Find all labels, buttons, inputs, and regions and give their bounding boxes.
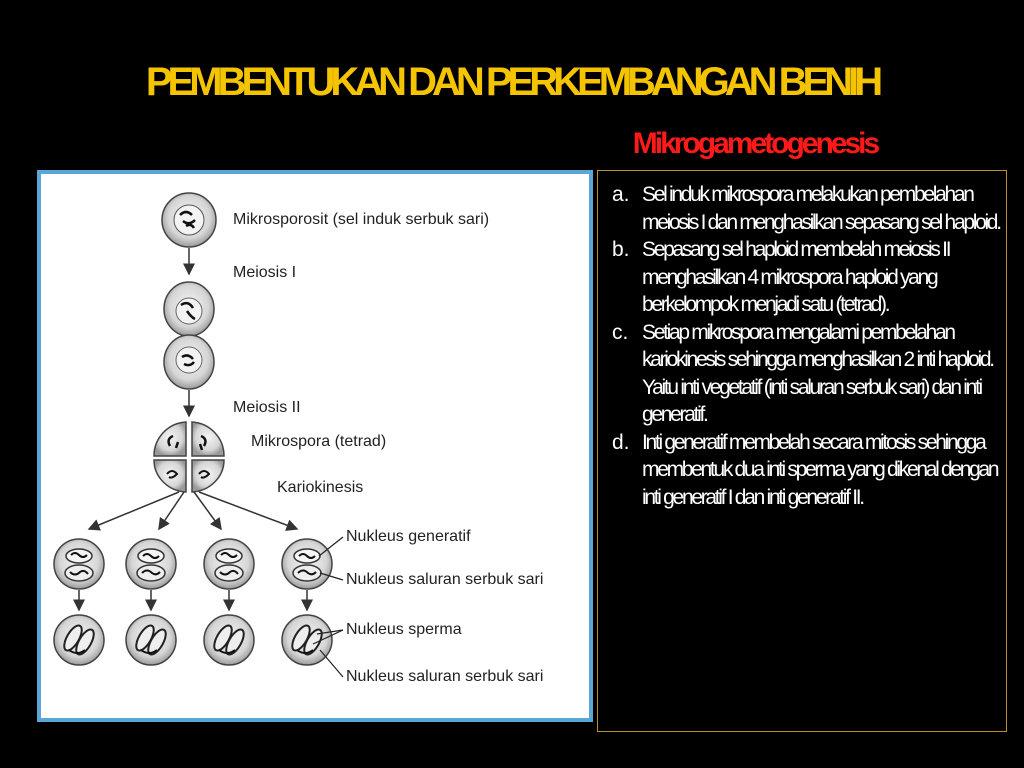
label-kariokinesis: Kariokinesis — [277, 479, 364, 496]
label-meiosis-2: Meiosis II — [233, 399, 301, 416]
branch-arrows — [89, 492, 297, 529]
pollen-row-sperm — [54, 615, 332, 665]
step-text: Sepasang sel haploid membelah meiosis II menghasilkan 4 mikrospora haploid yang berkelompok menjadi satu (tetrad). — [642, 238, 950, 316]
steps-text-box — [597, 170, 1007, 732]
tetrad-cells — [154, 422, 224, 492]
slide-subtitle: Mikrogametogenesis — [632, 127, 878, 160]
step-marker: b. — [612, 238, 630, 261]
steps-list — [598, 171, 1006, 511]
down-arrows — [79, 590, 307, 610]
label-tetrad: Mikrospora (tetrad) — [251, 433, 387, 450]
diagram-canvas — [41, 174, 589, 718]
step-text: Inti generatif membelah secara mitosis sehingga membentuk dua inti sperma yang dikenal dengan inti generatif I dan inti generatif II. — [642, 430, 998, 509]
step-item-a — [606, 181, 1000, 236]
label-nukleus-sperma: Nukleus sperma — [346, 621, 462, 638]
mother-cell — [162, 193, 216, 247]
label-nukleus-saluran-2: Nukleus saluran serbuk sari — [346, 668, 544, 685]
label-meiosis-1: Meiosis I — [233, 264, 297, 281]
step-item-c — [606, 319, 1000, 429]
label-nukleus-saluran-1: Nukleus saluran serbuk sari — [346, 571, 544, 588]
label-nukleus-generatif: Nukleus generatif — [346, 528, 471, 545]
step-item-d — [606, 429, 1000, 512]
step-marker: a. — [612, 183, 630, 206]
microgametogenesis-diagram — [37, 170, 593, 722]
label-mikrosporosit: Mikrosporosit (sel induk serbuk sari) — [233, 211, 490, 228]
step-item-b — [606, 236, 1000, 319]
dyad-cells — [164, 282, 214, 389]
slide-title: PEMBENTUKAN DAN PERKEMBANGAN BENIH — [145, 60, 879, 104]
step-marker: d. — [612, 430, 630, 454]
step-text: Sel induk mikrospora melakukan pembelahan meiosis I dan menghasilkan sepasang sel haploid. — [642, 183, 1000, 234]
step-text: Setiap mikrospora mengalami pembelahan kariokinesis sehingga menghasilkan 2 inti haploid. Yaitu inti vegetatif (inti saluran serbuk sari) dan inti generatif. — [642, 320, 993, 426]
step-marker: c. — [612, 320, 629, 344]
pollen-row-kariokinesis — [54, 539, 332, 589]
